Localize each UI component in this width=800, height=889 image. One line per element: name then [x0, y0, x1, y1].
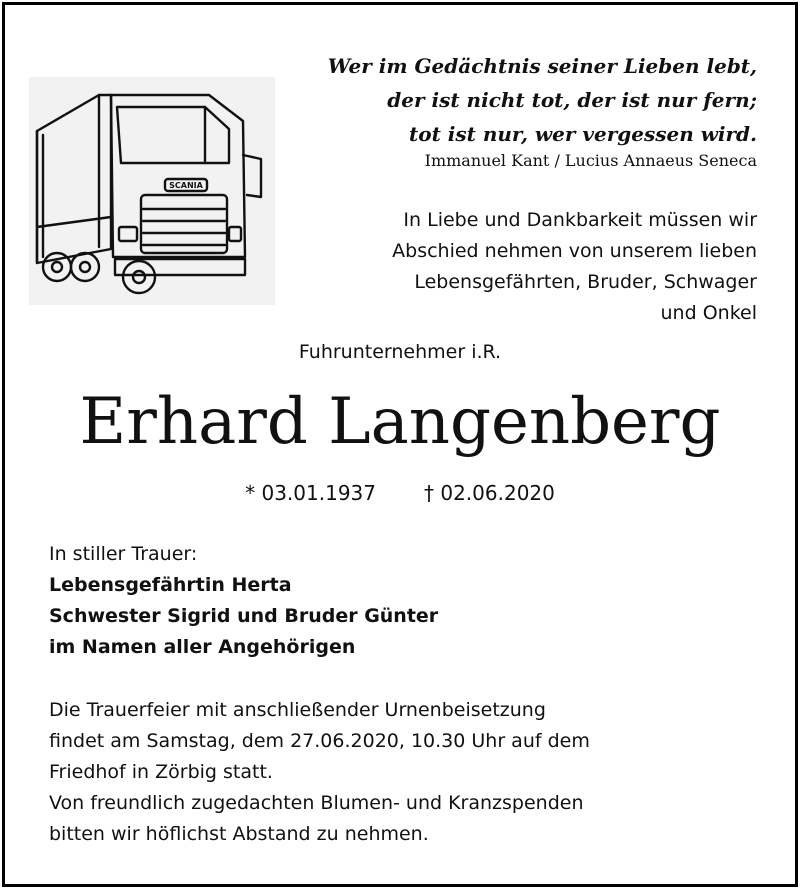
notice-line: Friedhof in Zörbig statt.	[49, 761, 273, 783]
quote-author: Immanuel Kant / Lucius Annaeus Seneca	[424, 151, 757, 170]
notice-line: Die Trauerfeier mit anschließender Urnenbeisetzung	[49, 699, 546, 721]
life-dates	[5, 481, 795, 505]
intro-line: Lebensgefährten, Bruder, Schwager	[414, 271, 757, 293]
notice-line: bitten wir höflichst Abstand zu nehmen.	[49, 823, 429, 845]
mourner-line: Lebensgefährtin Herta	[49, 574, 292, 596]
notice-line: findet am Samstag, dem 27.06.2020, 10.30 Uhr auf dem	[49, 730, 590, 752]
quote-line: tot ist nur, wer vergessen wird.	[408, 122, 757, 146]
mourners-heading: In stiller Trauer:	[49, 543, 198, 565]
deceased-profession: Fuhrunternehmer i.R.	[298, 341, 502, 363]
quote-line: Wer im Gedächtnis seiner Lieben lebt,	[327, 54, 757, 78]
intro-line: und Onkel	[660, 302, 757, 324]
intro-line: Abschied nehmen von unserem lieben	[392, 240, 757, 262]
notice-line: Von freundlich zugedachten Blumen- und Kranzspenden	[49, 792, 584, 814]
quote	[237, 49, 757, 151]
deceased-name: Erhard Langenberg	[79, 385, 721, 459]
obituary-card	[2, 2, 798, 887]
birth-date: * 03.01.1937	[245, 481, 376, 505]
truck-badge: SCANIA	[169, 181, 203, 190]
intro-text	[237, 205, 757, 329]
mourner-line: Schwester Sigrid und Bruder Günter	[49, 605, 439, 627]
intro-line: In Liebe und Dankbarkeit müssen wir	[403, 209, 757, 231]
quote-line: der ist nicht tot, der ist nur fern;	[387, 88, 757, 112]
mourner-line: im Namen aller Angehörigen	[49, 636, 356, 658]
funeral-notice	[49, 695, 769, 850]
mourners	[49, 539, 749, 663]
death-date: † 02.06.2020	[424, 481, 555, 505]
